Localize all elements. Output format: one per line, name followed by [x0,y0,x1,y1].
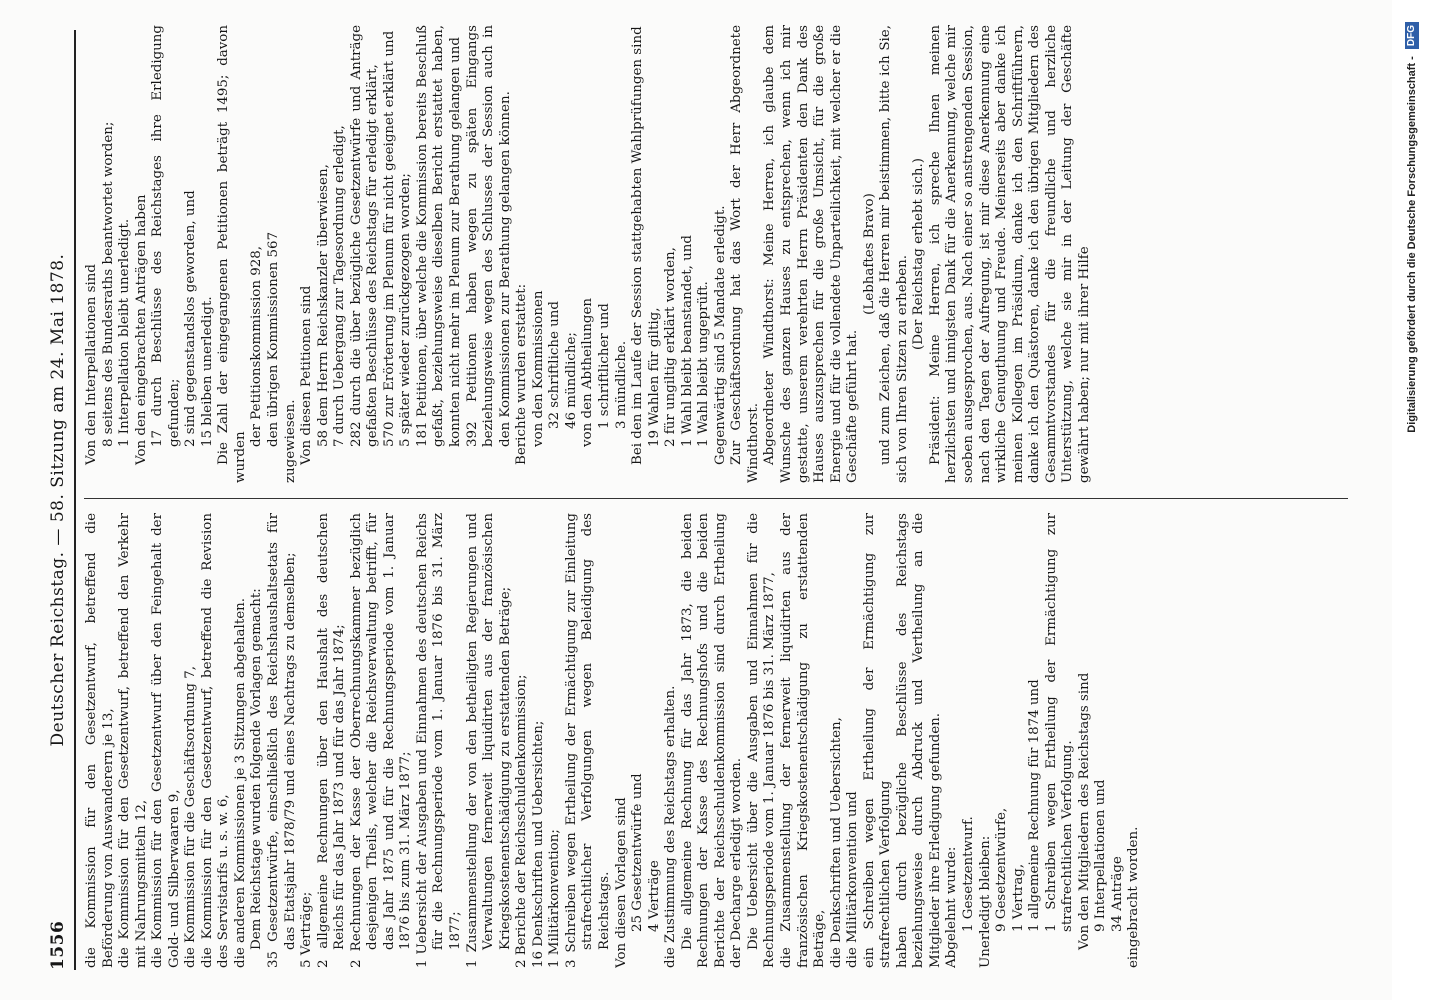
paragraph: 25 Gesetzentwürfe und [630,773,646,932]
paragraph: 3 Schreiben wegen Ertheilung der Ermächtigung zur Einleitung strafrechtlicher Verfolgungen wegen Beleidigung des Reichstags. [563,513,612,968]
paragraph: 2 Berichte der Reichsschuldenkommission; [514,674,530,968]
paragraph: 7 durch Uebergang zur Tagesordnung erledigt, [332,125,348,447]
paragraph: 2 Rechnungen der Kasse der Oberrechnungskammer bezüglich desjenigen Theils, welcher die Reichsverwaltung betrifft, für das Jahr 1875 und für die Rechnungsperiode vom 1. Januar 1876 bis zum 31. März 1877; [348,513,414,968]
paragraph: 17 durch Beschlüsse des Reichstages ihre Erledigung gefunden; [150,25,182,447]
paragraph: die Kommission für den Gesetzentwurf, betreffend die Revision des Servistarifs u. s. w. 6, [199,513,232,968]
paragraph: 1 Wahl bleibt ungeprüft. [696,281,712,447]
paragraph: 16 Denkschriften und Uebersichten; [530,720,546,968]
paragraph: 3 mündliche. [613,340,629,429]
dfg-logo: DFG [1405,22,1419,49]
paragraph: Abgeordneter Windthorst: Meine Herren, ich glaube dem Wunsche des ganzen Hauses zu entsprechen, wenn ich mir gestatte, unserem verehrten Herrn Präsidenten den Dank des Hauses auszusprechen für die große Umsicht, für die große Energie und für die vollendete Unparteilichkeit, mit welcher er die Geschäfte geführt hat. [762,25,861,483]
paragraph: Dem Reichstage wurden folgende Vorlagen gemacht: [249,588,265,950]
paragraph: 32 schriftliche und [547,300,563,429]
paragraph: Bei den im Laufe der Session stattgehabten Wahlprüfungen sind [630,26,646,465]
paragraph: 8 seitens des Bundesraths beantwortet worden; [100,121,116,447]
paragraph: Von diesen Petitionen sind [299,285,315,465]
digitization-credit [1392,0,1432,1000]
paragraph: Abgelehnt wurde: [944,846,960,968]
paragraph: von den Abtheilungen [580,298,596,447]
paragraph: Von den eingebrachten Anträgen haben [133,194,149,465]
paragraph: die Kommission für die Geschäftsordnung 7, [183,666,199,968]
paragraph: der Petitionskommission 928, [249,245,265,447]
paragraph: Berichte wurden erstattet: [514,283,530,465]
paragraph: 15 bleiben unerledigt. [199,296,215,447]
paragraph: Die Zahl der eingegangenen Petitionen beträgt 1495; davon wurden [216,25,248,483]
paragraph: 35 Gesetzentwürfe, einschließlich des Reichshaushaltsetats für das Etatsjahr 1878/79 und eines Nachtrags zu demselben; [266,513,298,968]
paragraph: (Lebhaftes Bravo) [861,193,877,315]
paragraph: 392 Petitionen haben wegen zu späten Eingangs beziehungsweise wegen des Schlusses der Session auch in den Kommissionen zur Berathung gelangen können. [464,25,513,447]
paragraph: Gegenwärtig sind 5 Mandate erledigt. [712,205,728,465]
paragraph: Von den Interpellationen sind [84,264,99,465]
left-column [84,513,1345,968]
paragraph: Die allgemeine Rechnung für das Jahr 1873, die beiden Rechnungen der Kasse des Rechnungshofs und die beiden Berichte der Reichsschuldenkommission sind durch Ertheilung der Decharge erledigt worden. [679,513,745,968]
paragraph: und zum Zeichen, daß die Herren mir beistimmen, bitte ich Sie, sich von Ihren Sitzen zu erheben. [878,25,910,483]
paragraph: zugewiesen. [282,399,298,483]
paragraph: 4 Verträge [646,860,662,932]
paragraph: die Zustimmung des Reichstags erhalten. [663,685,679,968]
paragraph: die Kommission für den Gesetzentwurf über den Feingehalt der Gold- und Silberwaaren 9, [150,513,182,968]
paragraph: 9 Gesetzentwürfe, [994,807,1010,932]
paragraph: 46 mündliche; [563,332,579,429]
paragraph: 181 Petitionen, über welche die Kommission bereits Beschluß gefaßt, beziehungsweise dieselben Bericht erstattet haben, konnten nicht mehr im Plenum zur Berathung gelangen und [414,25,464,447]
right-column [84,25,1345,483]
paragraph: 34 Anträge [1109,856,1125,932]
paragraph: den übrigen Kommissionen 567 [266,231,282,447]
paragraph: 5 Verträge; [299,891,315,968]
paragraph: 2 allgemeine Rechnungen über den Haushalt des deutschen Reichs für das Jahr 1873 und für das Jahr 1874; [315,513,348,968]
paragraph: 1 Vertrag, [1010,863,1026,932]
paragraph: 5 später wieder zurückgezogen worden; [398,173,414,447]
paragraph: Die Uebersicht über die Ausgaben und Einnahmen für die Rechnungsperiode vom 1. Januar 1876 bis 31. März 1877, [745,513,778,968]
paragraph: 9 Interpellationen und [1093,779,1109,932]
paragraph: die Kommission für den Gesetzentwurf, betreffend den Verkehr mit Nahrungsmitteln 12, [117,513,149,968]
page-title: Deutscher Reichstag. — 58. Sitzung am 24. Mai 1878. [48,253,68,747]
paragraph: 1 Uebersicht der Ausgaben und Einnahmen des deutschen Reichs für die Rechnungsperiode vom 1. Januar 1876 bis 31. März 1877; [414,513,464,968]
paragraph: von den Kommissionen [530,290,546,447]
paragraph: 2 für ungiltig erklärt worden, [663,247,679,447]
paragraph: 1 Wahl bleibt beanstandet, und [679,235,695,447]
page-number: 1556 [48,920,68,970]
paragraph: Von den Mitgliedern des Reichstags sind [1076,672,1092,950]
credit-text: Digitalisierung gefördert durch die Deutsche Forschungsgemeinschaft - [1406,56,1418,433]
paragraph: 1 Gesetzentwurf. [960,816,976,932]
paragraph: 1 Zusammenstellung der von den betheiligten Regierungen und Verwaltungen fernerweit liquidirten aus der französischen Kriegskostenentschädigung zu erstattenden Beträge; [464,513,513,968]
paragraph: Präsident: Meine Herren, ich spreche Ihnen meinen herzlichsten und innigsten Dank für die Anerkennung, welche mir soeben ausgesprochen, aus. Nach einer so anstrengenden Session, nach den Tagen der Aufregung, ist mir diese Anerkennung eine wirkliche Genugthuung und Freude. Meinerseits aber danke ich meinen Kollegen im Präsidium, danke ich den Schriftführern, danke ich den Quästoren, danke ich den übrigen Mitgliedern des Gesammtvorstandes für die freundliche und herzliche Unterstützung, welche sie mir in der Leitung der Geschäfte gewährt haben; nur mit ihrer Hilfe [927,25,1092,483]
paragraph: 58 dem Herrn Reichskanzler überwiesen, [315,164,331,447]
page-header [40,30,76,970]
paragraph: die anderen Kommissionen je 3 Sitzungen abgehalten. [232,597,248,968]
paragraph: (Der Reichstag erhebt sich.) [911,158,927,350]
paragraph: 2 sind gegenstandslos geworden, und [183,190,199,447]
paragraph: 1 Schreiben wegen Ertheilung der Ermächtigung zur strafrechtlichen Verfolgung. [1043,513,1076,932]
paragraph: die Kommission für den Gesetzentwurf, betreffend die Beförderung von Auswanderern je 13, [84,513,116,968]
paragraph: Zur Geschäftsordnung hat das Wort der Herr Abgeordnete Windthorst. [729,25,761,483]
paragraph: ein Schreiben wegen Ertheilung der Ermächtigung zur strafrechtlichen Verfolgung [861,513,894,968]
paragraph: 1 Interpellation bleibt unerledigt. [117,218,133,447]
paragraph: 570 zur Erörterung im Plenum für nicht geeignet erklärt und [381,30,397,447]
paragraph: die Zusammenstellung der fernerweit liquidirten aus der französischen Kriegskostenentschädigung zu erstattenden Beträge, [778,513,828,968]
paragraph: 19 Wahlen für giltig, [646,307,662,447]
paragraph: 1 Militärkonvention; [547,829,563,968]
paragraph: 1 allgemeine Rechnung für 1874 und [1027,679,1043,932]
paragraph: 1 schriftlicher und [596,303,612,429]
paragraph: haben durch bezügliche Beschlüsse des Reichstags beziehungsweise durch Abdruck und Vertheilung an die Mitglieder ihre Erledigung gefunden. [894,513,943,968]
paragraph: die Denkschriften und Uebersichten, [828,717,844,968]
column-divider [84,498,1348,499]
paragraph: Unerledigt bleiben: [977,835,993,968]
paragraph: die Militärkonvention und [845,791,861,968]
paragraph: 282 durch die über bezügliche Gesetzentwürfe und Anträge gefaßten Beschlüsse des Reichstags für erledigt erklärt, [348,25,381,447]
paragraph: Von diesen Vorlagen sind [613,797,629,968]
paragraph: eingebracht worden. [1126,826,1142,968]
